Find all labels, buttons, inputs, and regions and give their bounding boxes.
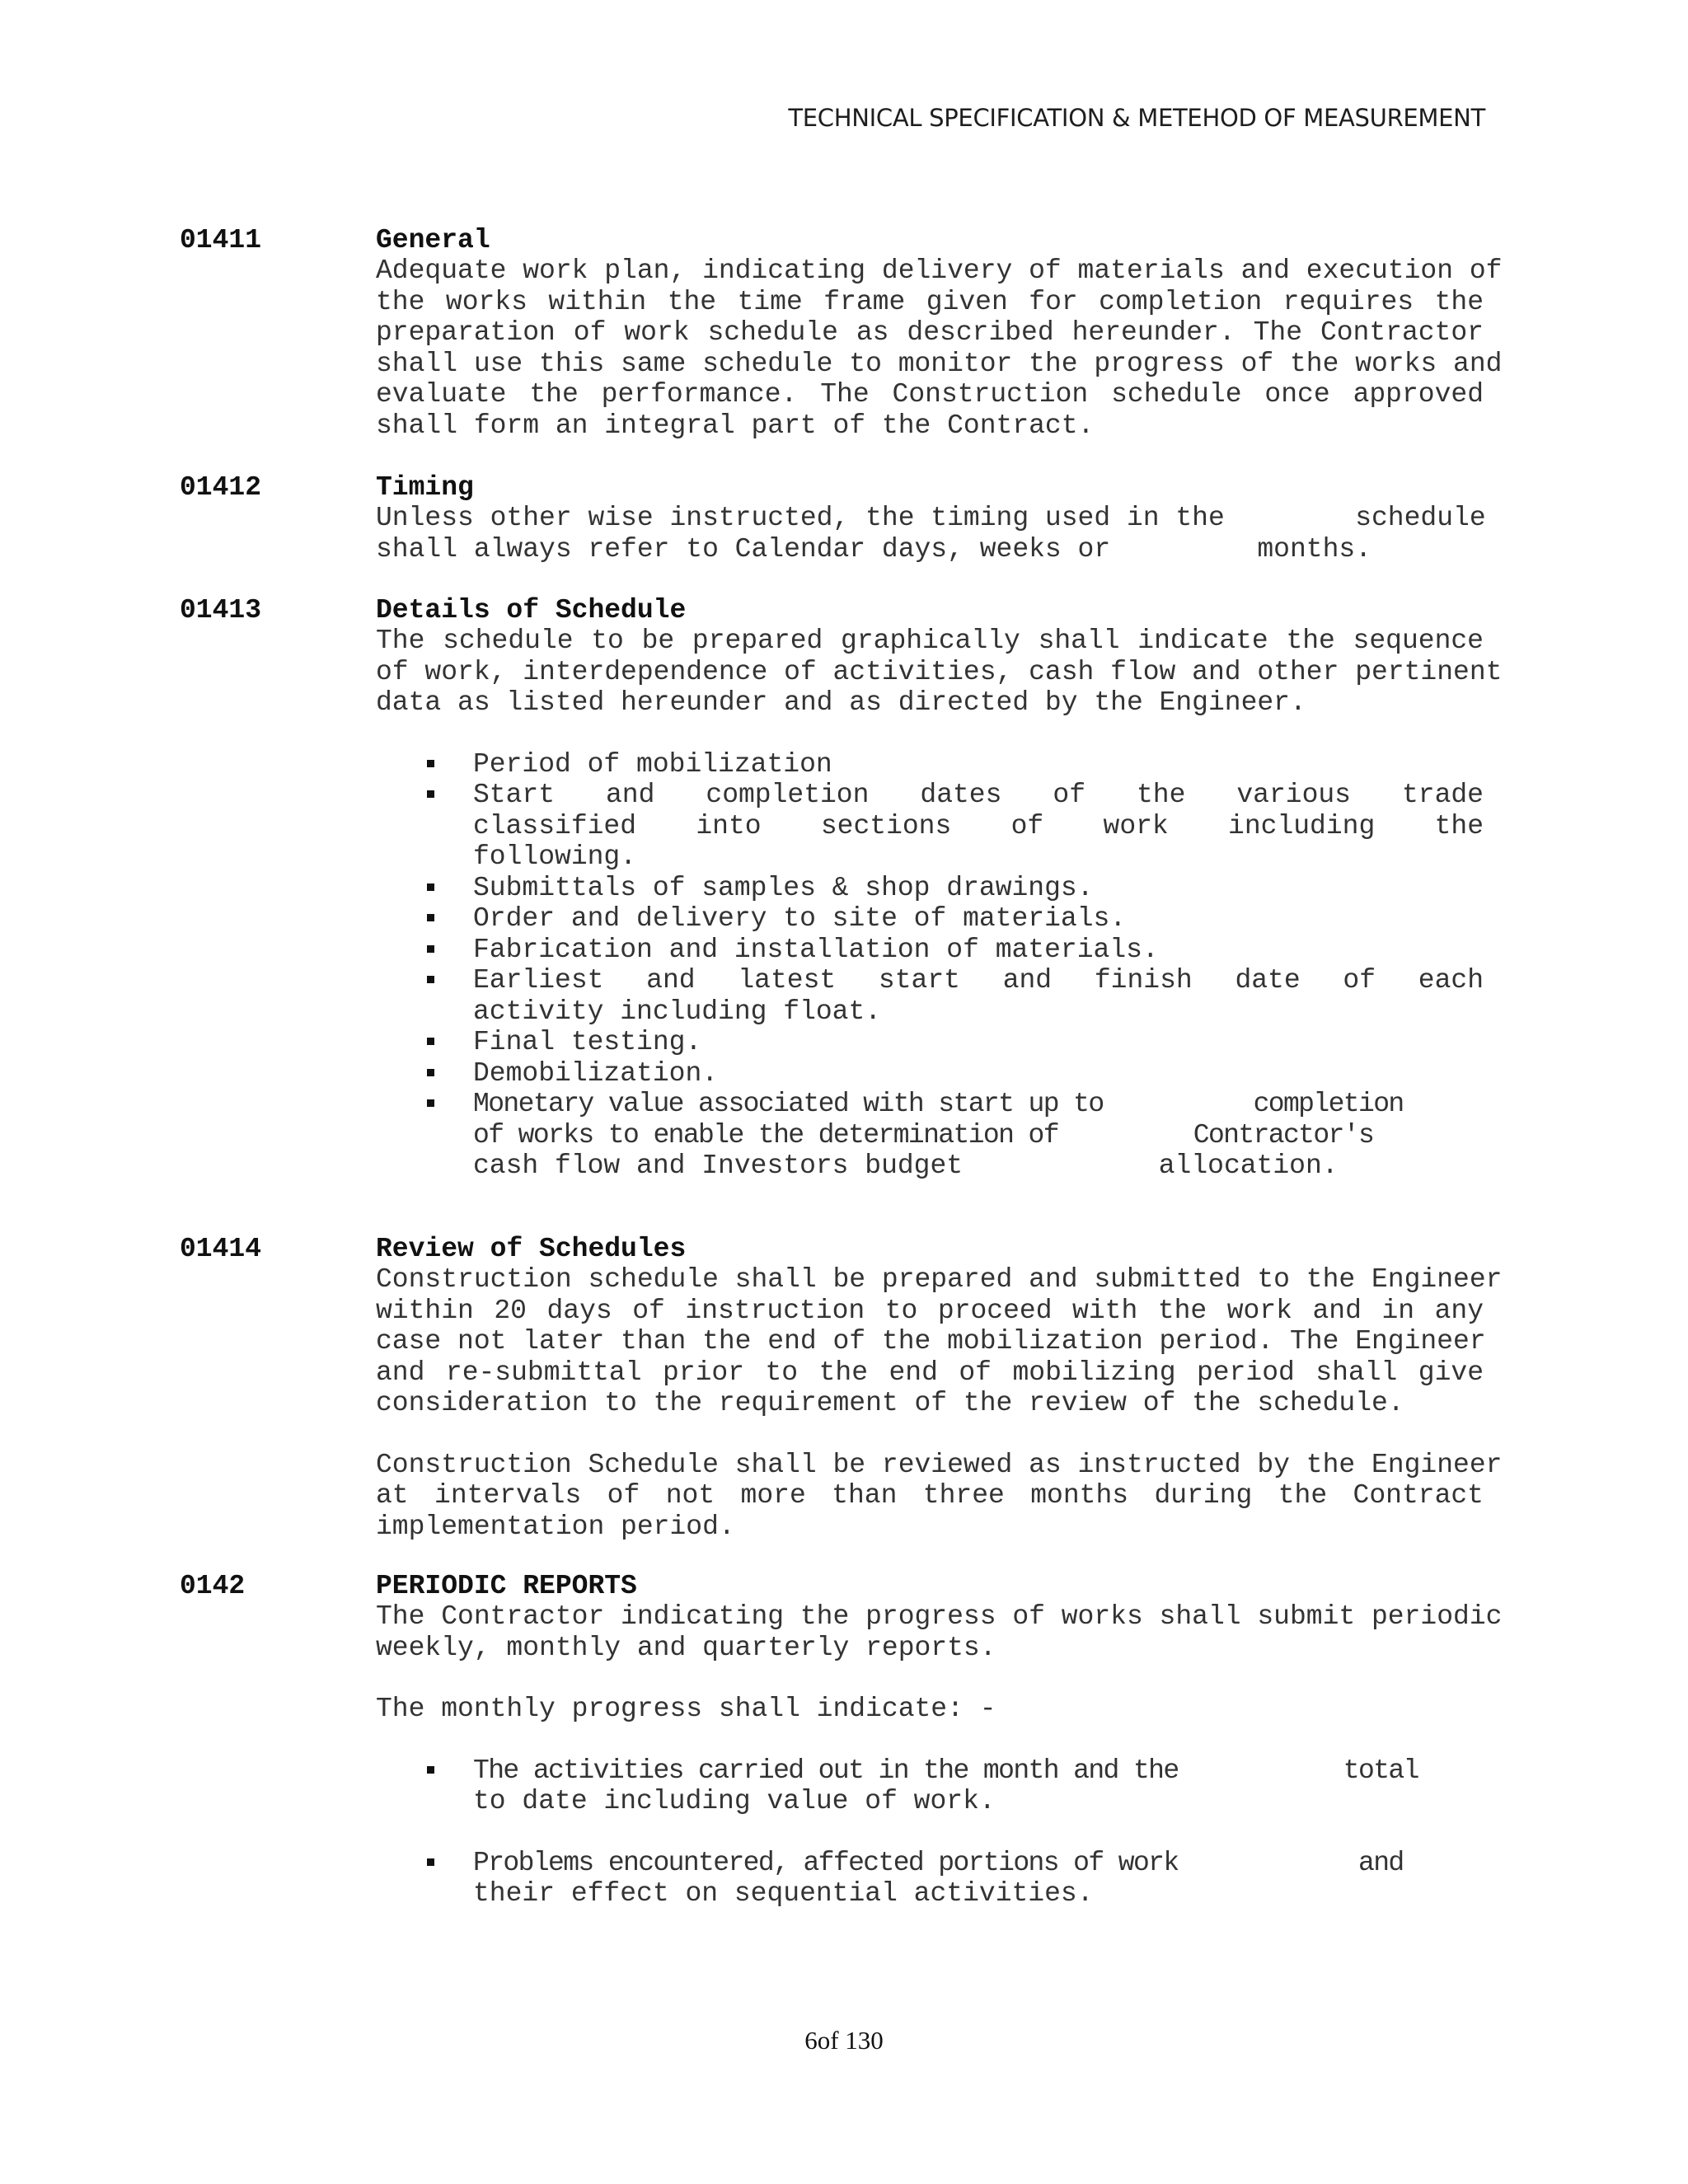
list-item-text: to date including value of work. <box>473 1786 996 1816</box>
list-item-text: following. <box>473 841 637 872</box>
bullet-icon <box>427 883 434 891</box>
section-number: 01414 <box>180 1234 262 1264</box>
list-item-text: Period of mobilization <box>473 748 832 780</box>
list-item-text: Earliest and latest start and finish date of each <box>473 965 1484 996</box>
list-item <box>376 1089 1484 1182</box>
paragraph-line: Adequate work plan, indicating delivery of materials and execution of <box>376 255 1503 286</box>
paragraph-line: Construction Schedule shall be reviewed as instructed by the Engineer <box>376 1449 1503 1480</box>
list-item <box>376 780 1484 873</box>
bullet-icon <box>427 760 434 767</box>
list-item-text: of works to enable the determination of Contractor's <box>473 1119 1374 1151</box>
section-title: Timing <box>376 472 474 503</box>
section-body <box>376 1571 1503 1910</box>
section-title: Review of Schedules <box>376 1234 687 1264</box>
section-title: PERIODIC REPORTS <box>376 1571 637 1601</box>
list-item-text: their effect on sequential activities. <box>473 1878 1094 1909</box>
paragraph-line: shall use this same schedule to monitor the progress of the works and <box>376 348 1503 379</box>
list-item-text: cash flow and Investors budget allocation. <box>473 1151 1339 1181</box>
section-number: 01413 <box>180 595 262 626</box>
bullet-icon <box>427 1858 434 1866</box>
list-item-text: Problems encountered, affected portions of work and <box>473 1847 1404 1878</box>
bullet-icon <box>427 1069 434 1076</box>
paragraph-line: implementation period. <box>376 1511 735 1542</box>
list-item-text: classified into sections of work including the <box>473 810 1484 841</box>
bullet-icon <box>427 1038 434 1045</box>
paragraph-line: The schedule to be prepared graphically shall indicate the sequence <box>376 626 1484 656</box>
list-item-text: Order and delivery to site of materials. <box>473 903 1127 934</box>
section-number: 01411 <box>180 225 262 255</box>
paragraph-line: consideration to the requirement of the review of the schedule. <box>376 1388 1404 1418</box>
paragraph-line: Construction schedule shall be prepared and submitted to the Engineer <box>376 1264 1503 1295</box>
paragraph-line: weekly, monthly and quarterly reports. <box>376 1632 996 1663</box>
paragraph-line: data as listed hereunder and as directed by the Engineer. <box>376 687 1306 718</box>
list-item <box>376 903 1484 935</box>
paragraph-line: at intervals of not more than three months during the Contract <box>376 1480 1484 1511</box>
list-item <box>376 1058 1484 1090</box>
bullet-icon <box>427 914 434 921</box>
section-number: 01412 <box>180 472 262 503</box>
section-title: General <box>376 225 490 255</box>
paragraph-line: shall always refer to Calendar days, weeks or months. <box>376 533 1372 565</box>
paragraph-line: case not later than the end of the mobilization period. The Engineer <box>376 1326 1486 1357</box>
bullet-icon <box>427 1766 434 1774</box>
bullet-icon <box>427 945 434 953</box>
paragraph-line: The monthly progress shall indicate: - <box>376 1694 996 1724</box>
paragraph-line: the works within the time frame given for completion requires the <box>376 286 1484 317</box>
list-item <box>376 749 1484 780</box>
section-body <box>376 225 1503 441</box>
bullet-icon <box>427 790 434 798</box>
page-number: 6of 130 <box>804 2026 884 2055</box>
paragraph-line: Unless other wise instructed, the timing used in the schedule <box>376 503 1486 533</box>
paragraph-line: evaluate the performance. The Construction schedule once approved <box>376 379 1484 410</box>
list-item-text: The activities carried out in the month and the total <box>473 1755 1418 1786</box>
page-header: TECHNICAL SPECIFICATION & METEHOD OF MEASUREMENT <box>788 104 1485 132</box>
section-body <box>376 595 1503 1182</box>
bullet-icon <box>427 1099 434 1107</box>
list-item <box>376 1755 1484 1817</box>
section-number: 0142 <box>180 1571 246 1601</box>
list-item-text: Demobilization. <box>473 1057 719 1089</box>
section-body <box>376 1234 1503 1542</box>
monthly-progress-list <box>376 1755 1484 1910</box>
list-item <box>376 1848 1484 1910</box>
paragraph-line: and re-submittal prior to the end of mobilizing period shall give <box>376 1357 1484 1388</box>
list-item-text: Monetary value associated with start up to completion <box>473 1089 1404 1119</box>
paragraph-line: The Contractor indicating the progress of works shall submit periodic <box>376 1601 1503 1632</box>
paragraph-line: shall form an integral part of the Contract. <box>376 410 1095 441</box>
list-item-text: Fabrication and installation of materials. <box>473 934 1159 965</box>
paragraph-line: preparation of work schedule as described hereunder. The Contractor <box>376 317 1484 348</box>
bullet-icon <box>427 976 434 983</box>
list-item-text: Submittals of samples & shop drawings. <box>473 872 1094 903</box>
list-item <box>376 873 1484 904</box>
list-item-text: Final testing. <box>473 1027 702 1057</box>
list-item <box>376 965 1484 1027</box>
section-title: Details of Schedule <box>376 595 687 626</box>
paragraph-line: within 20 days of instruction to proceed with the work and in any <box>376 1295 1484 1326</box>
list-item <box>376 1027 1484 1058</box>
section-body <box>376 472 1484 565</box>
list-item-text: activity including float. <box>473 996 882 1027</box>
list-item <box>376 935 1484 966</box>
paragraph-line: of work, interdependence of activities, cash flow and other pertinent <box>376 656 1503 687</box>
list-item-text: Start and completion dates of the various trade <box>473 780 1484 810</box>
schedule-details-list <box>376 749 1484 1182</box>
